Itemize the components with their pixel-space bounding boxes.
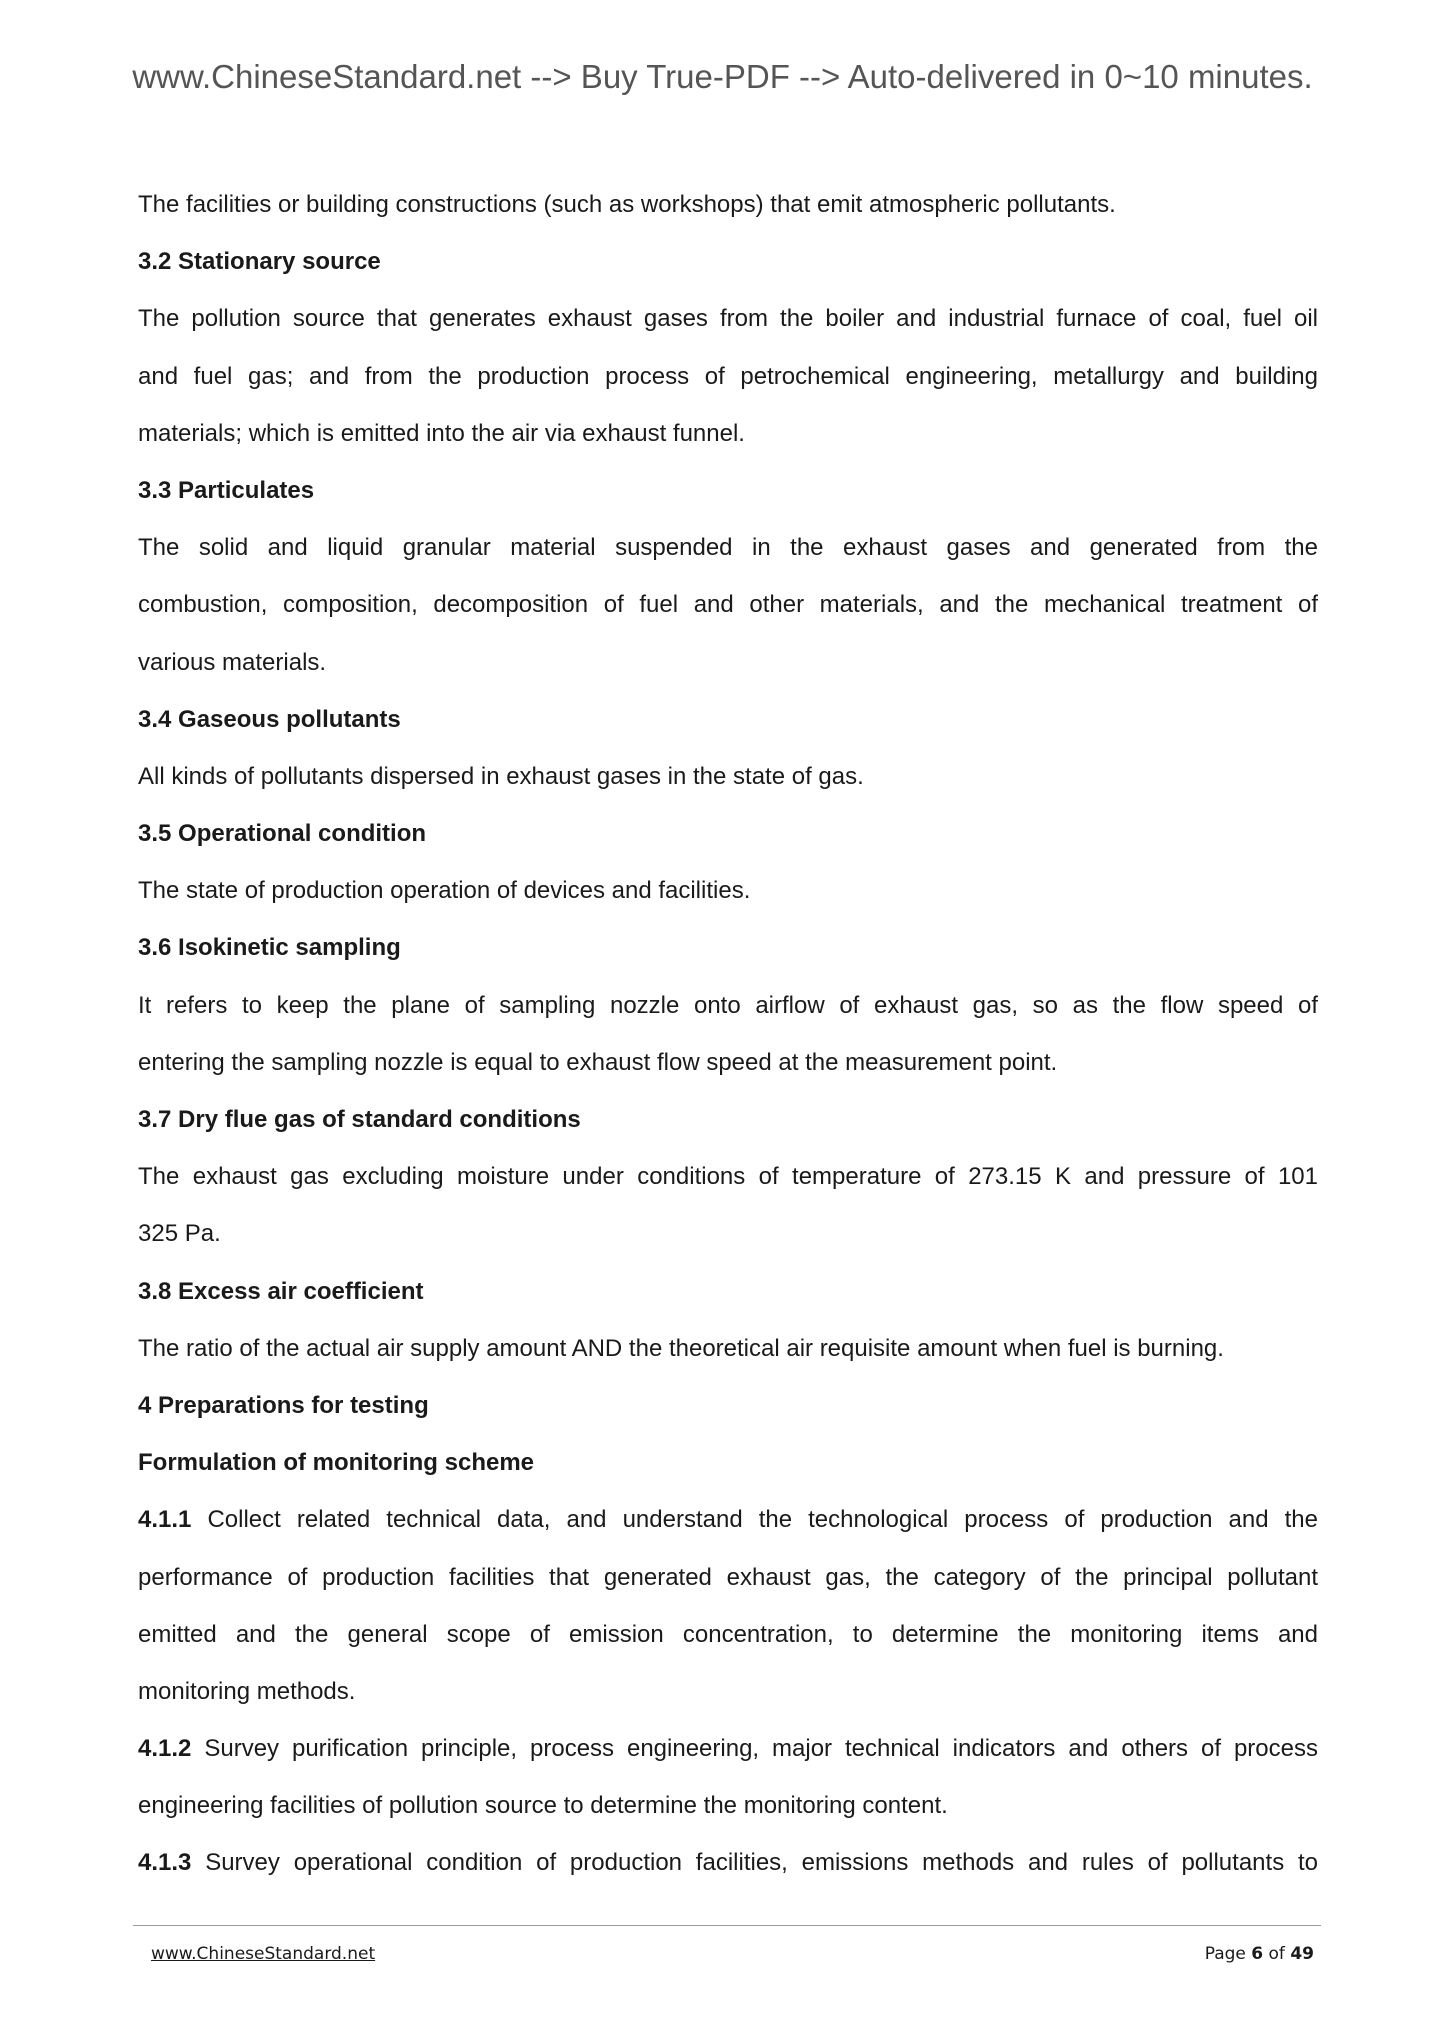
section-4-1-1-line (138, 1491, 1318, 1548)
section-3-3-line: The solid and liquid granular material suspended in the exhaust gases and generated from the (138, 534, 1318, 562)
section-4-1-1-line: performance of production facilities that generated exhaust gas, the category of the principal pollutant (138, 1563, 1318, 1591)
page-of: of (1268, 1944, 1285, 1964)
section-4-1-2-line: engineering facilities of pollution source to determine the monitoring content. (138, 1792, 948, 1820)
page-total: 49 (1290, 1944, 1314, 1964)
section-3-2-line: The pollution source that generates exhaust gases from the boiler and industrial furnace of coal, fuel oil (138, 305, 1318, 333)
clause-number: 4.1.1 (138, 1506, 192, 1534)
section-3-5-line: The state of production operation of devices and facilities. (138, 877, 751, 905)
section-3-3-line: various materials. (138, 648, 327, 676)
clause-text: Collect related technical data, and understand the technological process of production and the (207, 1506, 1318, 1534)
section-4-1-2-line (138, 1720, 1318, 1777)
section-3-3-line: combustion, composition, decomposition of fuel and other materials, and the mechanical treatment of (138, 591, 1318, 619)
page-number (1205, 1944, 1314, 1964)
section-3-7-line: 325 Pa. (138, 1220, 221, 1248)
section-3-4-heading: 3.4 Gaseous pollutants (138, 705, 401, 733)
section-4-1-subheading: Formulation of monitoring scheme (138, 1449, 535, 1477)
section-3-7-line: The exhaust gas excluding moisture under conditions of temperature of 273.15 K and pressure of 101 (138, 1163, 1318, 1191)
section-3-6-heading: 3.6 Isokinetic sampling (138, 934, 401, 962)
section-3-2-line: materials; which is emitted into the air via exhaust funnel. (138, 419, 745, 447)
section-3-8-line: The ratio of the actual air supply amount AND the theoretical air requisite amount when fuel is burning. (138, 1334, 1224, 1362)
document-body (138, 176, 1318, 1892)
footer-divider (133, 1925, 1321, 1926)
section-4-heading: 4 Preparations for testing (138, 1391, 429, 1419)
page-word: Page (1204, 1944, 1246, 1964)
section-4-1-3-line (138, 1834, 1318, 1891)
section-3-2-line: and fuel gas; and from the production process of petrochemical engineering, metallurgy and building (138, 362, 1318, 390)
section-3-2-heading: 3.2 Stationary source (138, 248, 381, 276)
section-3-6-line: entering the sampling nozzle is equal to exhaust flow speed at the measurement point. (138, 1048, 1058, 1076)
clause-text: Survey operational condition of production facilities, emissions methods and rules of pollutants to (205, 1849, 1318, 1877)
clause-text: Survey purification principle, process engineering, major technical indicators and others of process (204, 1735, 1318, 1763)
intro-paragraph: The facilities or building constructions (such as workshops) that emit atmospheric pollutants. (138, 191, 1116, 218)
section-3-7-heading: 3.7 Dry flue gas of standard conditions (138, 1106, 581, 1133)
section-3-6-line: It refers to keep the plane of sampling nozzle onto airflow of exhaust gas, so as the flow speed of (138, 991, 1318, 1019)
clause-number: 4.1.2 (138, 1735, 192, 1763)
section-3-3-heading: 3.3 Particulates (138, 476, 315, 504)
section-4-1-1-line: emitted and the general scope of emission concentration, to determine the monitoring items and (138, 1620, 1318, 1648)
section-3-5-heading: 3.5 Operational condition (138, 820, 427, 848)
footer-website-link[interactable]: www.ChineseStandard.net (151, 1944, 376, 1964)
page-current: 6 (1251, 1944, 1264, 1964)
section-3-4-line: All kinds of pollutants dispersed in exhaust gases in the state of gas. (138, 762, 864, 790)
clause-number: 4.1.3 (138, 1849, 192, 1877)
top-banner-link[interactable]: www.ChineseStandard.net --> Buy True-PDF --> Auto-delivered in 0~10 minutes. (132, 58, 1313, 95)
section-3-8-heading: 3.8 Excess air coefficient (138, 1277, 424, 1305)
section-4-1-1-line: monitoring methods. (138, 1677, 356, 1705)
